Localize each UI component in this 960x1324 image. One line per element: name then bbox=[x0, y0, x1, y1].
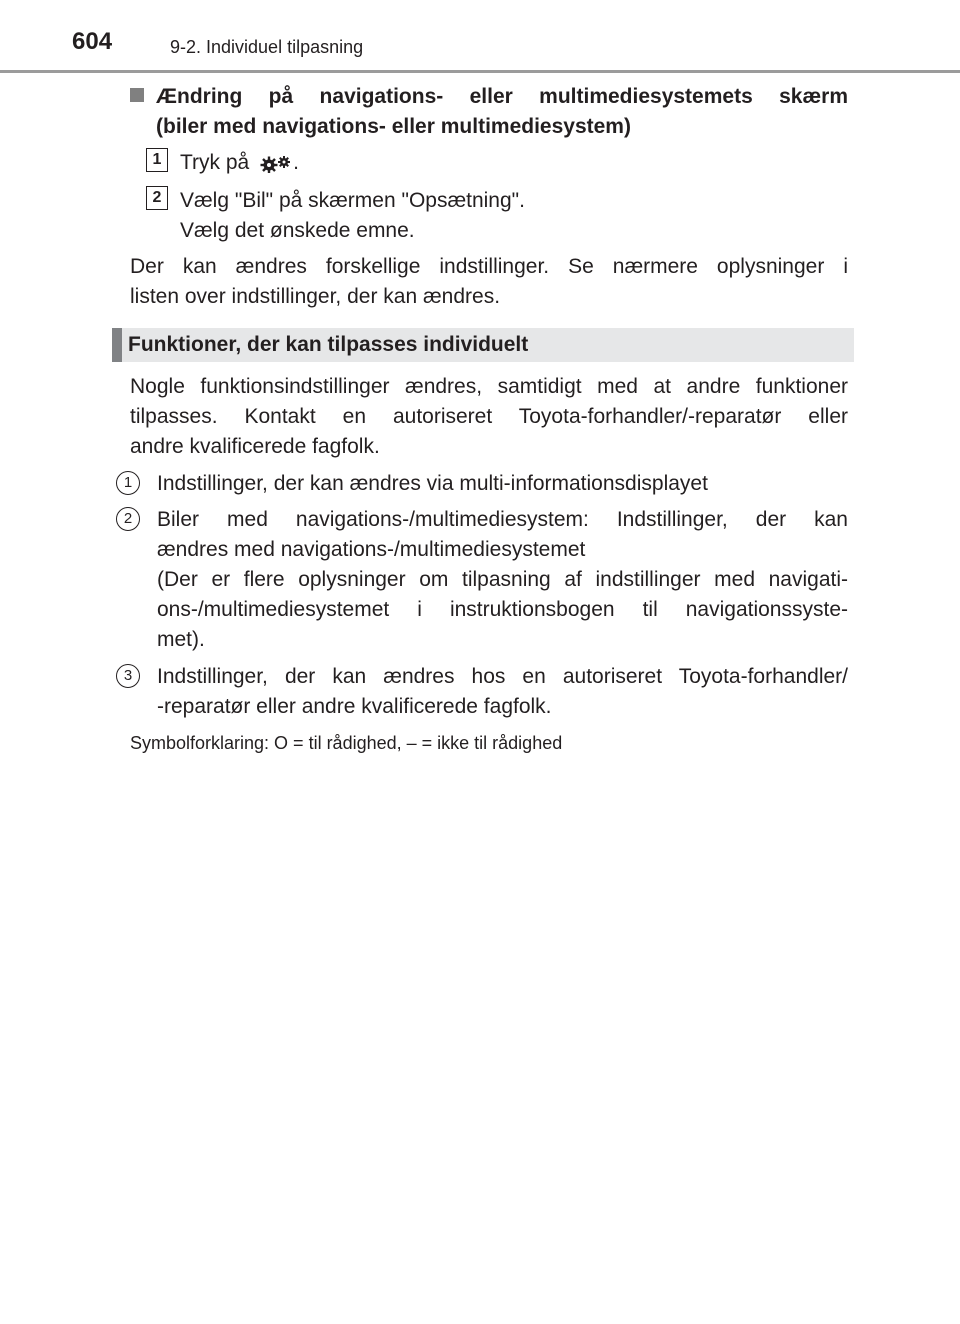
step-number-1: 1 bbox=[146, 148, 168, 172]
step-2-text: Vælg "Bil" på skærmen "Opsætning". Vælg det ønskede emne. bbox=[180, 189, 525, 242]
subsection-heading bbox=[130, 82, 848, 142]
page-number: 604 bbox=[72, 28, 113, 55]
header-divider bbox=[0, 70, 960, 73]
banner-title: Funktioner, der kan tilpasses individuelt bbox=[128, 333, 529, 356]
section-title: 9-2. Individuel tilpasning bbox=[170, 37, 364, 57]
list-number-2: 2 bbox=[116, 507, 140, 531]
paragraph-functions-intro: Nogle funktionsindstillinger ændres, samtidigt med at andre funktioner tilpasses. Kontakt en autoriseret Toyota-forhandler/-reparatør eller andre kvalificerede fagfolk. bbox=[130, 375, 848, 458]
symbol-legend: Symbolforklaring: O = til rådighed, – = ikke til rådighed bbox=[130, 733, 563, 753]
step-number-2: 2 bbox=[146, 186, 168, 210]
heading-line-2: (biler med navigations- eller multimediesystem) bbox=[156, 115, 631, 138]
list-item-3: Indstillinger, der kan ændres hos en autoriseret Toyota-forhandler/ -reparatør eller andre kvalificerede fagfolk. bbox=[157, 665, 848, 718]
section-banner bbox=[112, 328, 854, 362]
paragraph-settings-intro: Der kan ændres forskellige indstillinger. Se nærmere oplysninger i listen over indstillinger, der kan ændres. bbox=[130, 255, 848, 308]
heading-line-1: Ændring på navigations- eller multimediesystemets skærm bbox=[130, 82, 848, 112]
list-item-2: Biler med navigations-/multimediesystem: Indstillinger, der kan ændres med navigations-/multimediesystemet (Der er flere oplysninger om tilpasning af indstillinger med navigati- ons-/multimediesystemet i instruktionsbogen til navigationssyste- met). bbox=[157, 508, 848, 651]
step-1-text: Tryk på . bbox=[180, 151, 299, 174]
page-header bbox=[0, 0, 960, 74]
list-item-1: Indstillinger, der kan ændres via multi-informationsdisplayet bbox=[157, 472, 708, 495]
square-bullet-icon bbox=[130, 88, 144, 102]
list-number-3: 3 bbox=[116, 664, 140, 688]
banner-accent-bar bbox=[112, 328, 122, 362]
list-number-1: 1 bbox=[116, 471, 140, 495]
settings-gears-icon bbox=[259, 155, 293, 173]
